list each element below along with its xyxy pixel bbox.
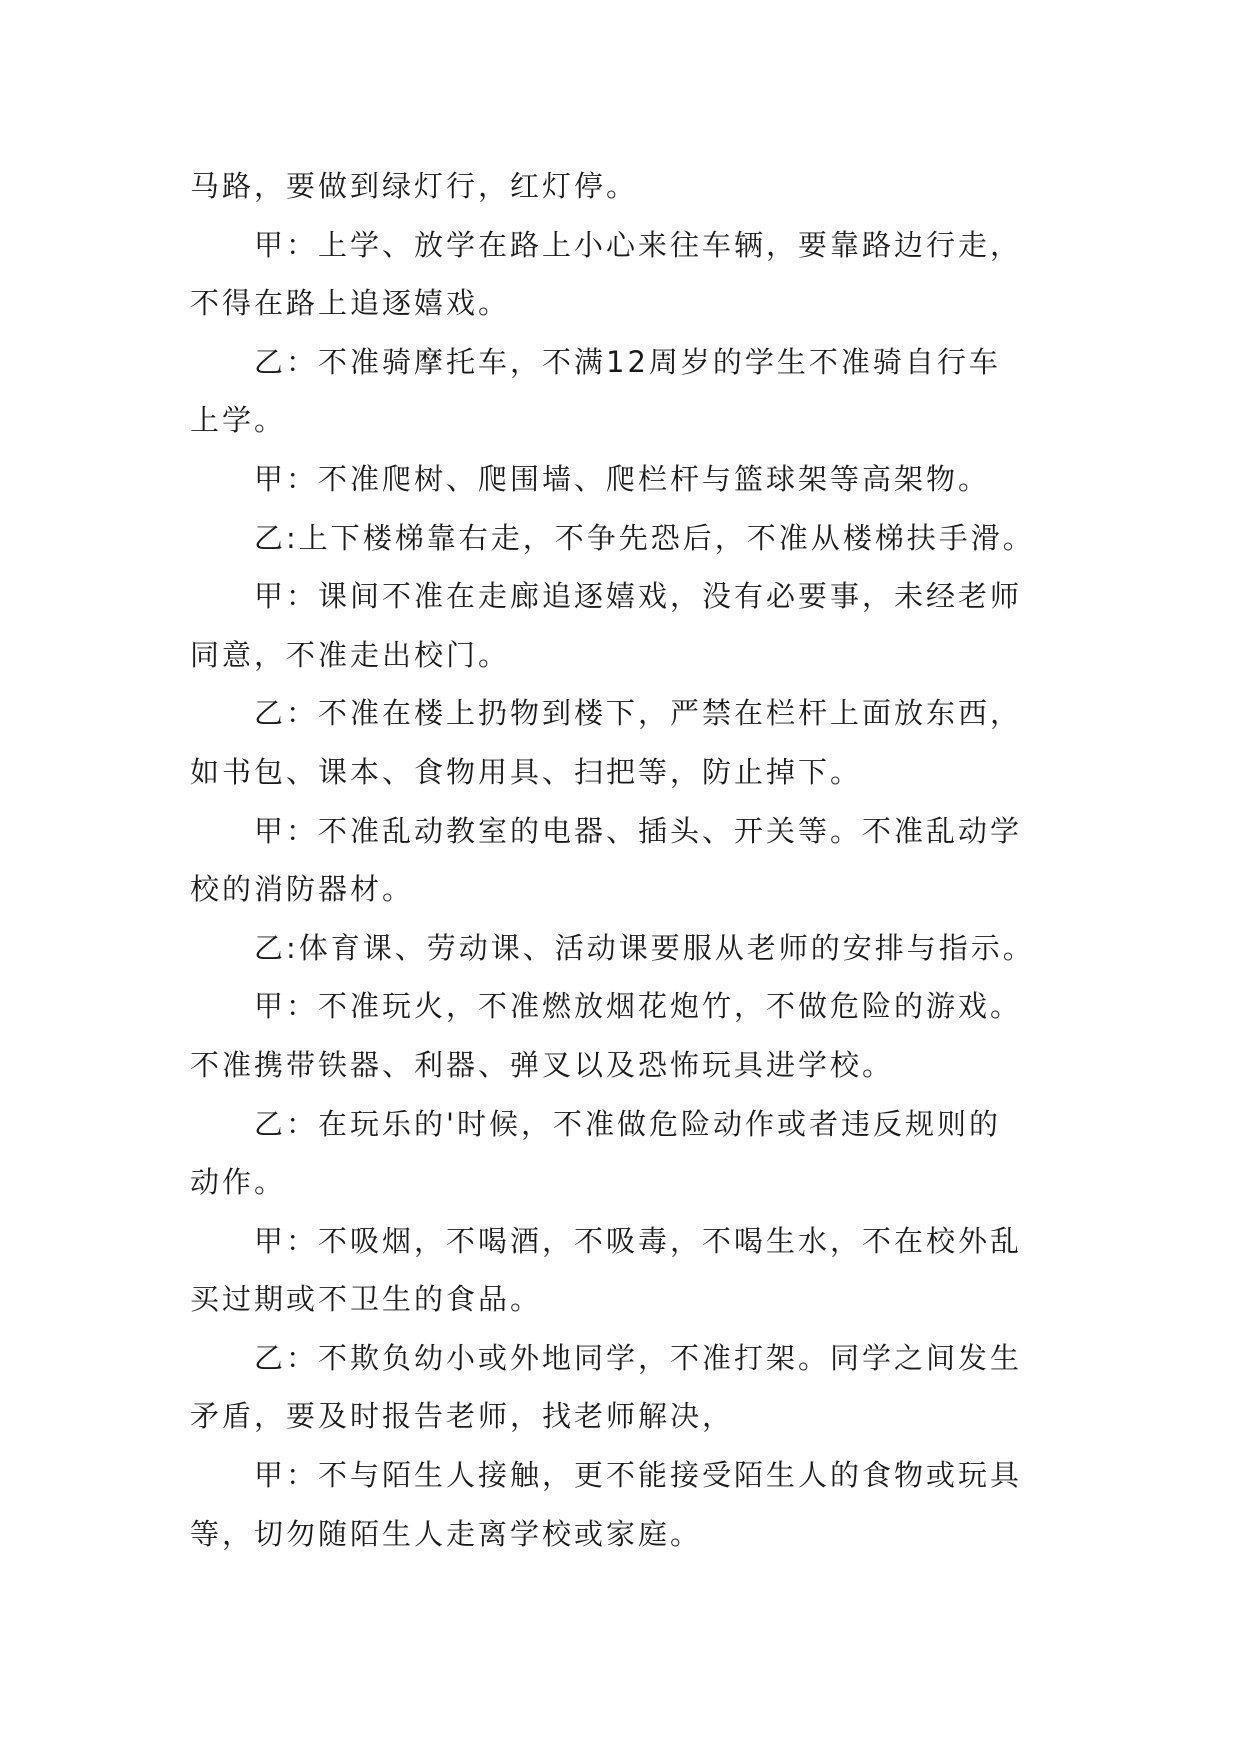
text-line: 甲：上学、放学在路上小心来往车辆，要靠路边行走， <box>254 227 1023 262</box>
text-line: 同意，不准走出校门。 <box>190 637 511 672</box>
text-line: 买过期或不卫生的食品。 <box>190 1282 543 1317</box>
text-line: 等，切勿随陌生人走离学校或家庭。 <box>190 1516 703 1551</box>
text-line: 上学。 <box>190 403 287 438</box>
text-line: 如书包、课本、食物用具、扫把等，防止掉下。 <box>190 754 863 789</box>
text-line: 乙：不准在楼上扔物到楼下，严禁在栏杆上面放东西， <box>254 696 1023 731</box>
text-line: 甲：课间不准在走廊追逐嬉戏，没有必要事，未经老师 <box>254 579 1023 614</box>
text-line: 甲：不与陌生人接触，更不能接受陌生人的食物或玩具 <box>254 1458 1023 1493</box>
text-line: 甲：不准玩火，不准燃放烟花炮竹，不做危险的游戏。 <box>254 989 1023 1024</box>
text-line: 不准携带铁器、利器、弹叉以及恐怖玩具进学校。 <box>190 1047 895 1082</box>
text-line: 矛盾，要及时报告老师，找老师解决， <box>190 1399 735 1434</box>
text-line: 不得在路上追逐嬉戏。 <box>190 286 511 321</box>
text-line: 乙：在玩乐的'时候，不准做危险动作或者违反规则的 <box>254 1106 1001 1141</box>
text-line: 乙:体育课、劳动课、活动课要服从老师的安排与指示。 <box>254 930 1035 965</box>
document-body <box>190 157 1050 1563</box>
text-line: 马路，要做到绿灯行，红灯停。 <box>190 169 639 203</box>
text-line: 甲：不准爬树、爬围墙、爬栏杆与篮球架等高架物。 <box>254 461 991 496</box>
text-line: 甲：不准乱动教室的电器、插头、开关等。不准乱动学 <box>254 813 1023 848</box>
text-line: 乙：不欺负幼小或外地同学，不准打架。同学之间发生 <box>254 1340 1023 1375</box>
text-line: 乙：不准骑摩托车，不满12周岁的学生不准骑自行车 <box>254 344 1001 379</box>
text-line: 动作。 <box>190 1165 287 1200</box>
text-line: 乙:上下楼梯靠右走，不争先恐后，不准从楼梯扶手滑。 <box>254 520 1035 555</box>
text-line: 校的消防器材。 <box>190 872 415 907</box>
text-line: 甲：不吸烟，不喝酒，不吸毒，不喝生水，不在校外乱 <box>254 1223 1023 1258</box>
